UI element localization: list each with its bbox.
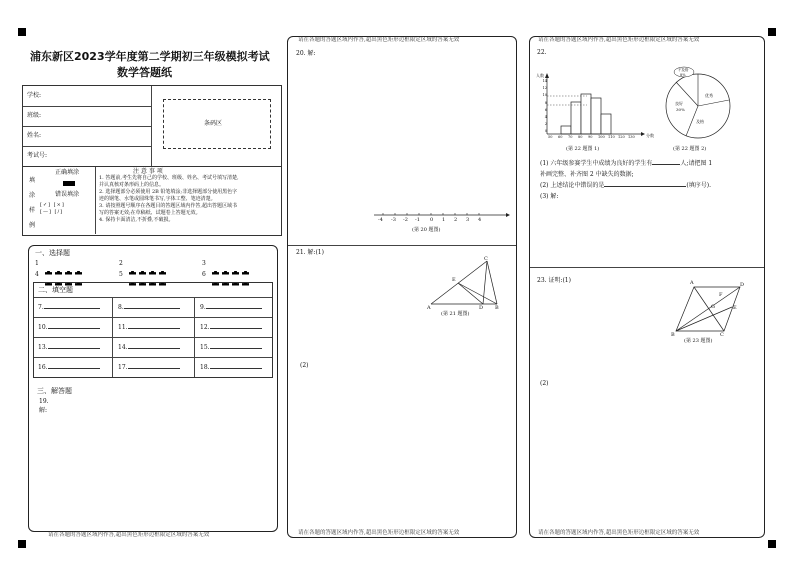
- q23-part2: (2): [540, 380, 549, 387]
- point-label: E: [452, 277, 456, 283]
- barcode-area: [163, 99, 271, 149]
- pie-label: 30%: [676, 107, 685, 112]
- histogram-bar: [591, 98, 601, 134]
- point-label: E: [733, 305, 737, 311]
- tick-label: 2: [454, 217, 458, 223]
- x-tick-label: 80: [578, 135, 583, 139]
- wrong-fill-marks: [✓] [×] [—] [/]: [40, 202, 65, 215]
- section1-title: 一、选择题: [35, 249, 70, 257]
- point-label: F: [719, 292, 723, 298]
- histogram-bar: [601, 114, 611, 134]
- y-tick-label: 0: [544, 129, 547, 134]
- q22-part2[interactable]: (2) 上述结论中错误的是 (填序号).: [540, 182, 712, 189]
- blank-item[interactable]: 16.: [38, 364, 100, 372]
- y-tick-label: 12: [542, 86, 547, 91]
- name-label: 姓名:: [27, 132, 42, 139]
- question-number: 3: [202, 260, 206, 267]
- fill-side-char: 填: [29, 177, 36, 184]
- blank-item[interactable]: 17.: [118, 364, 180, 372]
- point-label: G: [711, 304, 715, 310]
- tick-label: 3: [466, 217, 470, 223]
- question-number: 4: [35, 271, 39, 278]
- x-tick-label: 120: [618, 135, 625, 139]
- y-tick-label: 10: [542, 93, 547, 98]
- point-label: D: [740, 282, 745, 288]
- exam-title: 浦东新区2023学年度第二学期初三年级模拟考试: [30, 50, 270, 63]
- blank-item[interactable]: 11.: [118, 324, 180, 332]
- note-line: 写的答案无效;在草稿纸、试题卷上答题无效。: [99, 210, 201, 216]
- note-line: 1. 答题前,考生先将自己的学校、班级、姓名、考试号填写清楚,: [99, 175, 239, 181]
- x-tick-labels: [548, 135, 658, 140]
- boundary-notice: 请在各题的答题区域内作答,超出黑色矩形边框限定区域的答案无效: [298, 37, 460, 43]
- point-label: C: [720, 332, 724, 338]
- school-label: 学校:: [27, 92, 42, 99]
- boundary-notice: 请在各题的答题区域内作答,超出黑色矩形边框限定区域的答案无效: [538, 37, 700, 43]
- note-line: 4. 保持卡面清洁,不折叠,不破损。: [99, 217, 174, 223]
- registration-mark: [768, 28, 776, 36]
- tick-label: -4: [378, 217, 383, 223]
- section3-title: 三、解答题: [37, 387, 72, 395]
- class-label: 班级:: [27, 112, 42, 119]
- section2-title: 二、填空题: [38, 286, 73, 294]
- histogram-bar: [561, 126, 571, 134]
- q22-part1[interactable]: (1) 六年级参赛学生中成绩为良好的学生有 人;请把图 1: [540, 160, 713, 167]
- y-tick-label: 2: [544, 122, 547, 127]
- q22-part1-cont: 补画完整、补齐图 2 中缺失的数据;: [540, 171, 634, 178]
- question-number: 1: [35, 260, 39, 267]
- blank-item[interactable]: 10.: [38, 324, 100, 332]
- point-label: A: [690, 280, 694, 286]
- blank-item[interactable]: 15.: [200, 344, 262, 352]
- pie-label: 良好: [675, 101, 683, 106]
- q21-label: 21. 解:(1): [296, 249, 324, 256]
- note-line: 并认真核对条形码上的信息。: [99, 182, 165, 188]
- y-tick-label: 14: [542, 79, 547, 83]
- blank-item[interactable]: 12.: [200, 324, 262, 332]
- x-tick-label: 70: [568, 135, 573, 139]
- q20-caption: (第 20 题图): [412, 227, 441, 233]
- pie-label: 不及格: [678, 68, 689, 72]
- histogram-bar: [571, 102, 581, 134]
- q23-figure: [670, 283, 750, 339]
- fig1-caption: (第 22 题图 1): [566, 146, 600, 152]
- blank-item[interactable]: 8.: [118, 304, 180, 312]
- x-tick-label: 130: [628, 135, 635, 139]
- registration-mark: [18, 28, 26, 36]
- q23-label: 23. 证明:(1): [537, 277, 571, 284]
- y-axis-label: 人数: [536, 73, 544, 78]
- x-tick-label: 110: [608, 135, 615, 139]
- x-tick-label: 50: [548, 135, 553, 139]
- tick-label: -3: [391, 217, 396, 223]
- q22-label: 22.: [537, 49, 547, 56]
- point-label: C: [484, 256, 488, 262]
- q19-label: 19.: [39, 398, 49, 405]
- tick-label: -1: [415, 217, 420, 223]
- fill-side-char: 样: [29, 207, 36, 214]
- y-tick-labels: [537, 78, 547, 136]
- point-label: D: [479, 305, 484, 311]
- tick-label: -2: [403, 217, 408, 223]
- student-info-block: [22, 85, 282, 167]
- wrong-fill-label: 错误填涂: [55, 191, 80, 198]
- x-axis-label: 分数: [646, 133, 654, 138]
- blank-item[interactable]: 13.: [38, 344, 100, 352]
- exam-subtitle: 数学答题纸: [117, 66, 172, 79]
- q20-label: 20. 解:: [296, 50, 316, 57]
- blank-item[interactable]: 18.: [200, 364, 262, 372]
- tick-label: 4: [478, 217, 482, 223]
- pie-label: 及格: [696, 119, 704, 124]
- histogram-chart: [533, 72, 648, 144]
- point-label: B: [495, 305, 499, 311]
- fill-side-char: 例: [29, 222, 36, 229]
- fill-side-char: 涂: [29, 192, 36, 199]
- correct-fill-mark: [63, 181, 75, 186]
- left-answer-area: [28, 245, 278, 532]
- x-tick-label: 60: [558, 135, 563, 139]
- y-tick-label: 4: [544, 115, 547, 120]
- registration-mark: [768, 540, 776, 548]
- y-tick-label: 8: [544, 100, 547, 105]
- x-tick-label: 90: [588, 135, 593, 139]
- registration-mark: [18, 540, 26, 548]
- x-tick-label: 100: [598, 135, 605, 139]
- boundary-notice: 请在各题的答题区域内作答,超出黑色矩形边框限定区域的答案无效: [298, 530, 460, 536]
- pie-label: 优秀: [705, 93, 713, 98]
- blank-item[interactable]: 7.: [38, 304, 100, 312]
- section2-block: [33, 282, 273, 378]
- correct-fill-label: 正确填涂: [55, 169, 80, 176]
- blank-item[interactable]: 9.: [200, 304, 262, 312]
- boundary-notice: 请在各题的答题区域内作答,超出黑色矩形边框限定区域的答案无效: [48, 532, 210, 538]
- question-number: 5: [119, 271, 123, 278]
- note-line: 2. 选择题部分必须使用 2B 铅笔填涂;非选择题部分使用黑色字: [99, 189, 238, 195]
- tick-label: 1: [442, 217, 446, 223]
- point-label: A: [427, 305, 431, 311]
- tick-label: 0: [430, 217, 434, 223]
- pie-label: 8%: [680, 73, 686, 77]
- histogram-bar: [581, 94, 591, 134]
- q22-part3[interactable]: (3) 解:: [540, 193, 559, 200]
- notes-title: 注 意 事 项: [133, 168, 163, 175]
- barcode-label: 条码区: [204, 120, 223, 127]
- question-number: 6: [202, 271, 206, 278]
- q23-caption: (第 23 题图): [684, 338, 713, 344]
- note-line: 迹的钢笔、水笔或圆珠笔书写,字体工整、笔迹清楚。: [99, 196, 216, 202]
- fill-example-block: [22, 167, 282, 236]
- q21-part2: (2): [300, 362, 309, 369]
- exam-number-label: 考试号:: [27, 152, 48, 159]
- q21-caption: (第 21 题图): [441, 311, 470, 317]
- boundary-notice: 请在各题的答题区域内作答,超出黑色矩形边框限定区域的答案无效: [538, 530, 700, 536]
- y-tick-label: 6: [544, 107, 547, 112]
- point-label: B: [671, 332, 675, 338]
- fig2-caption: (第 22 题图 2): [673, 146, 707, 152]
- note-line: 3. 请按照题号顺序在各题目的答题区域内作答,超出答题区域书: [99, 203, 237, 209]
- blank-item[interactable]: 14.: [118, 344, 180, 352]
- question-number: 2: [119, 260, 123, 267]
- q19-solve[interactable]: 解:: [39, 407, 48, 414]
